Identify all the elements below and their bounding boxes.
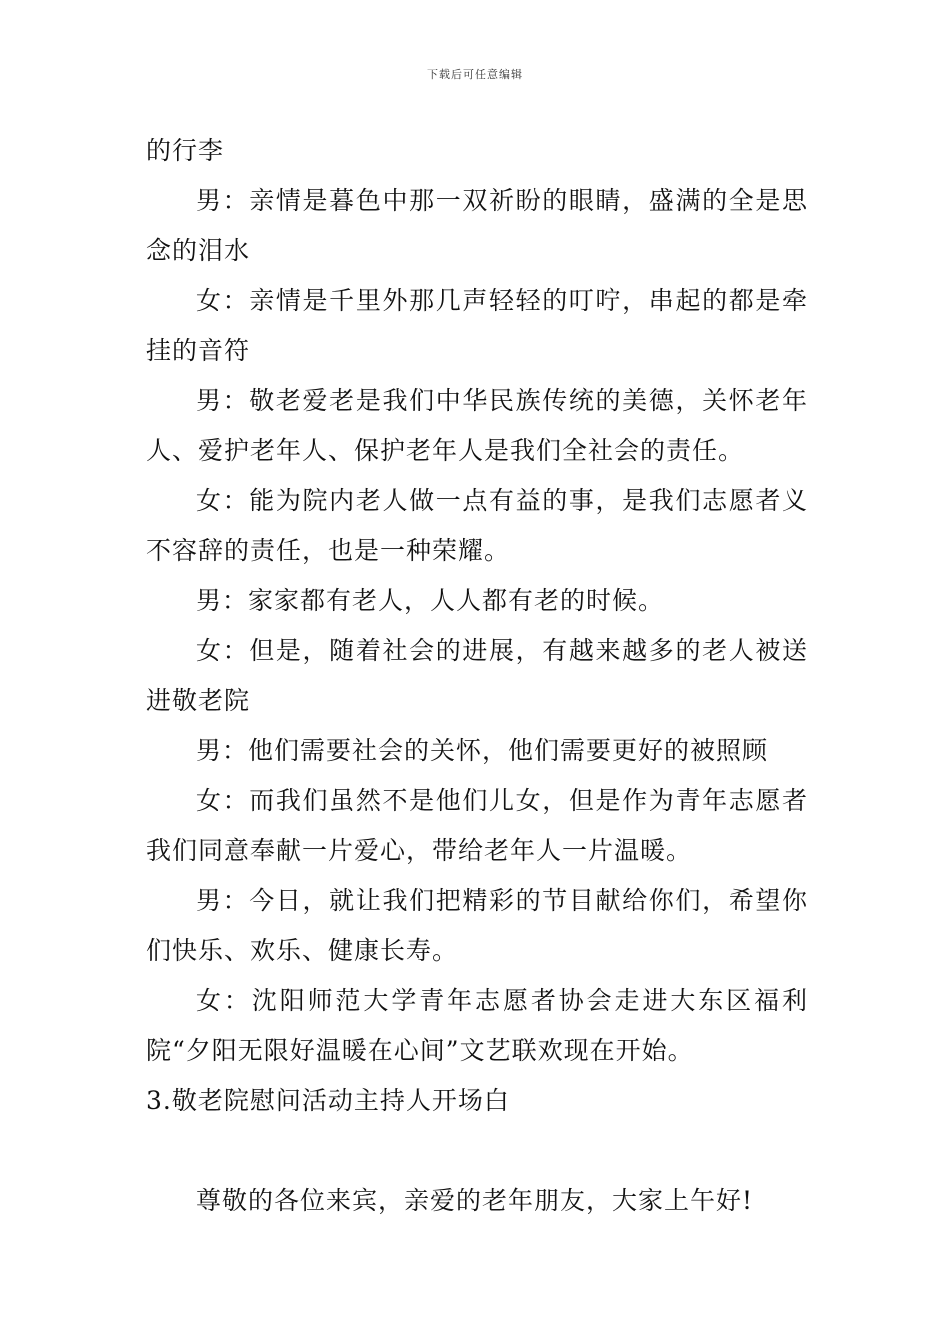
opening-greeting: 尊敬的各位来宾，亲爱的老年朋友，大家上午好! [196,1186,754,1215]
blank-line [146,1126,808,1176]
paragraph-continuation: 的行李 [146,136,225,165]
document-body [146,126,808,1226]
dialogue-line-male: 男：今日，就让我们把精彩的节目献给你们，希望你们快乐、欢乐、健康长寿。 [146,886,808,965]
section-heading: 3.敬老院慰问活动主持人开场白 [146,1086,510,1115]
dialogue-line-male: 男：亲情是暮色中那一双祈盼的眼睛，盛满的全是思念的泪水 [146,186,808,265]
page-header: 下载后可任意编辑 [427,68,523,81]
dialogue-line-female: 女：而我们虽然不是他们儿女，但是作为青年志愿者我们同意奉献一片爱心，带给老年人一片温暖。 [146,786,808,865]
dialogue-line-male: 男：他们需要社会的关怀，他们需要更好的被照顾 [196,736,769,765]
dialogue-line-female: 女：亲情是千里外那几声轻轻的叮咛，串起的都是牵挂的音符 [146,286,808,365]
dialogue-line-female: 女：能为院内老人做一点有益的事，是我们志愿者义不容辞的责任，也是一种荣耀。 [146,486,808,565]
dialogue-line-male: 男：家家都有老人，人人都有老的时候。 [196,586,665,615]
dialogue-line-female: 女：但是，随着社会的进展，有越来越多的老人被送进敬老院 [146,636,808,715]
dialogue-line-female: 女：沈阳师范大学青年志愿者协会走进大东区福利院“夕阳无限好温暖在心间”文艺联欢现在开始。 [146,986,808,1065]
dialogue-line-male: 男：敬老爱老是我们中华民族传统的美德，关怀老年人、爱护老年人、保护老年人是我们全社会的责任。 [146,386,808,465]
